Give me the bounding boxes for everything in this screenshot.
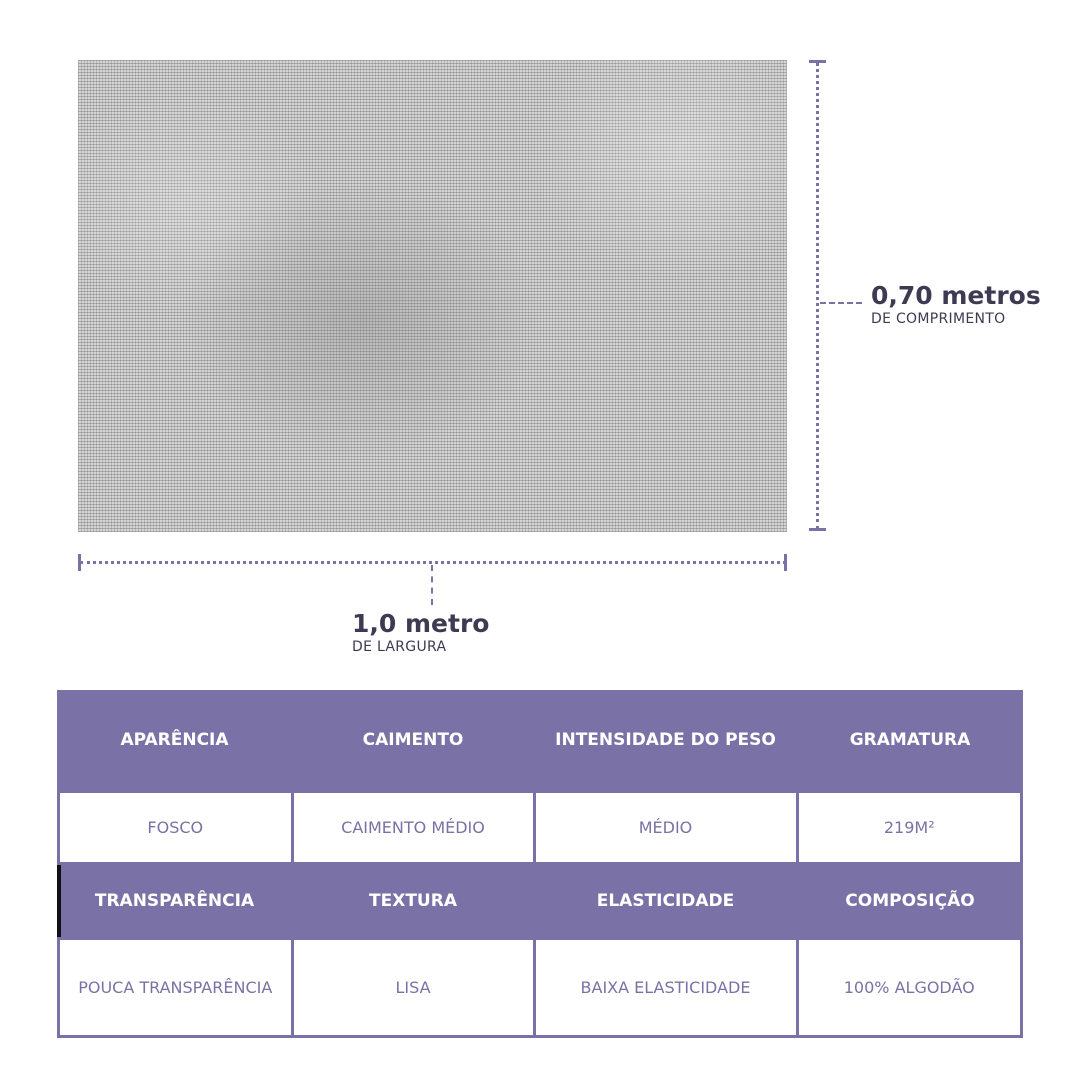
width-dimension-cap-left xyxy=(78,554,81,571)
value-cell: FOSCO xyxy=(60,793,291,862)
specs-value-row xyxy=(57,937,1023,1038)
width-dimension-cap-right xyxy=(784,554,787,571)
length-dimension-line xyxy=(816,62,819,530)
length-dimension-cap-bottom xyxy=(809,528,826,531)
value-cell: 219M² xyxy=(799,793,1021,862)
value-cell-frame xyxy=(797,790,1023,865)
header-cell: TEXTURA xyxy=(369,890,457,911)
value-cell-frame xyxy=(292,790,534,865)
length-value: 0,70 metros xyxy=(871,281,1041,310)
value-cell: POUCA TRANSPARÊNCIA xyxy=(60,940,291,1035)
value-cell-frame xyxy=(292,937,534,1038)
header-cell: TRANSPARÊNCIA xyxy=(94,890,255,911)
header-cell: CAIMENTO xyxy=(362,729,464,750)
value-cell: MÉDIO xyxy=(536,793,796,862)
specs-header-row xyxy=(57,865,1023,937)
value-cell: LISA xyxy=(294,940,533,1035)
value-cell-frame xyxy=(534,937,797,1038)
width-dimension-line xyxy=(80,561,786,564)
fabric-swatch-image xyxy=(78,60,787,532)
specs-table xyxy=(57,690,1023,1038)
header-cell: ELASTICIDADE xyxy=(596,890,735,911)
value-cell-frame xyxy=(57,790,292,865)
width-dimension-pointer xyxy=(431,565,433,605)
value-cell-frame xyxy=(534,790,797,865)
value-cell: 100% ALGODÃO xyxy=(799,940,1021,1035)
value-cell: CAIMENTO MÉDIO xyxy=(294,793,533,862)
value-cell-frame xyxy=(57,937,292,1038)
header-cell: APARÊNCIA xyxy=(120,729,229,750)
width-label xyxy=(352,610,489,656)
length-dimension-pointer xyxy=(820,302,862,304)
length-unit: DE COMPRIMENTO xyxy=(871,311,1006,327)
specs-header-row xyxy=(57,690,1023,790)
header-cell: COMPOSIÇÃO xyxy=(845,890,975,911)
width-unit: DE LARGURA xyxy=(352,639,447,655)
length-label xyxy=(871,282,1041,328)
header-cell: INTENSIDADE DO PESO xyxy=(555,729,776,750)
length-dimension-cap-top xyxy=(809,60,826,63)
row-accent-bar xyxy=(57,865,61,937)
specs-value-row xyxy=(57,790,1023,865)
value-cell-frame xyxy=(797,937,1023,1038)
width-value: 1,0 metro xyxy=(352,609,490,638)
value-cell: BAIXA ELASTICIDADE xyxy=(536,940,796,1035)
header-cell: GRAMATURA xyxy=(849,729,971,750)
